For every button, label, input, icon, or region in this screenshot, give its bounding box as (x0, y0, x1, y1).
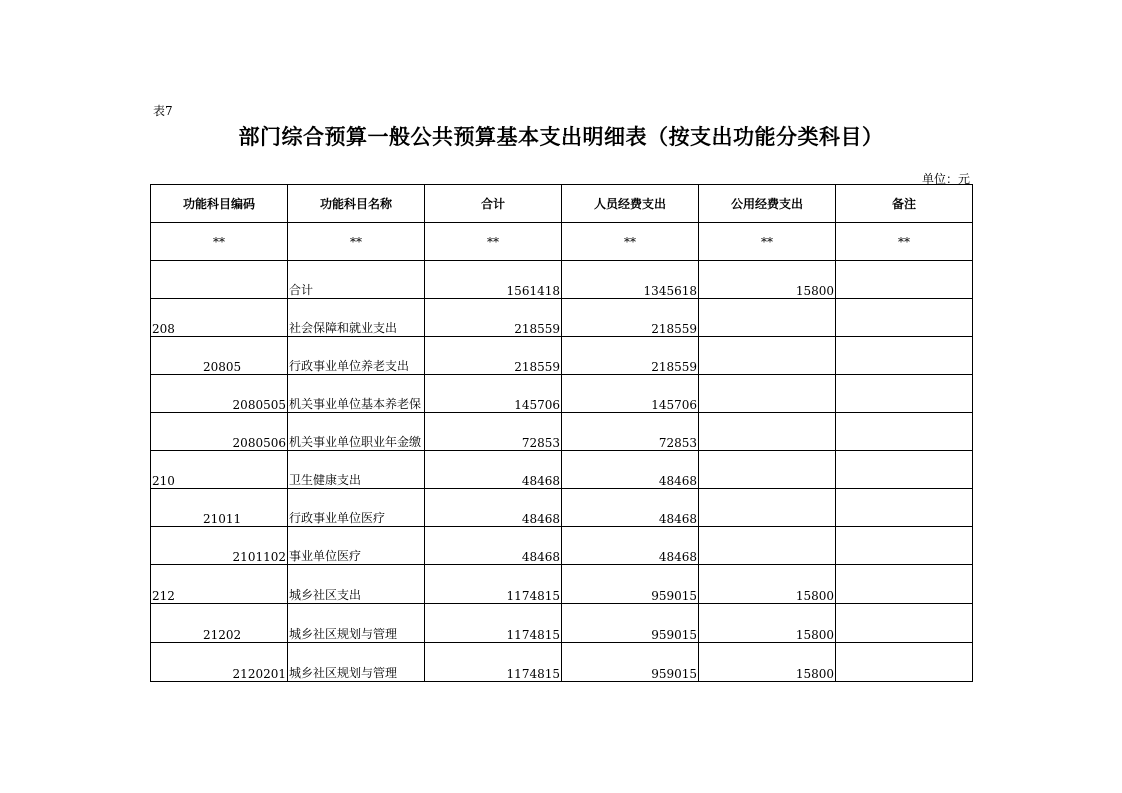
public-cell (699, 413, 836, 451)
name-cell: 城乡社区支出 (288, 565, 425, 604)
page-title: 部门综合预算一般公共预算基本支出明细表（按支出功能分类科目） (238, 125, 884, 149)
note-cell (836, 375, 973, 413)
name-cell: 行政事业单位养老支出 (288, 337, 425, 375)
personnel-cell: 48468 (562, 489, 699, 527)
personnel-cell: 959015 (562, 643, 699, 682)
table-row (151, 451, 973, 489)
code-cell: 21011 (151, 489, 288, 527)
personnel-cell: 72853 (562, 413, 699, 451)
header-row (151, 185, 973, 223)
note-cell (836, 604, 973, 643)
unit-label: 单位：元 (921, 172, 970, 186)
total-cell: 218559 (425, 337, 562, 375)
note-cell (836, 299, 973, 337)
note-cell (836, 337, 973, 375)
code-cell: 2101102 (151, 527, 288, 565)
note-cell (836, 413, 973, 451)
code-cell: 21202 (151, 604, 288, 643)
name-cell: 卫生健康支出 (288, 451, 425, 489)
total-cell: 1174815 (425, 604, 562, 643)
note-cell (836, 643, 973, 682)
header-personnel: 人员经费支出 (562, 185, 699, 223)
table-row (151, 489, 973, 527)
code-cell: 208 (151, 299, 288, 337)
table-row (151, 527, 973, 565)
public-cell (699, 299, 836, 337)
star-cell: ** (151, 223, 288, 261)
header-note: 备注 (836, 185, 973, 223)
code-cell (151, 261, 288, 299)
personnel-cell: 218559 (562, 299, 699, 337)
star-cell: ** (425, 223, 562, 261)
total-cell: 218559 (425, 299, 562, 337)
public-cell: 15800 (699, 643, 836, 682)
name-cell: 行政事业单位医疗 (288, 489, 425, 527)
star-cell: ** (836, 223, 973, 261)
name-cell: 机关事业单位职业年金缴 (288, 413, 425, 451)
budget-table (150, 184, 973, 682)
total-cell: 72853 (425, 413, 562, 451)
public-cell (699, 527, 836, 565)
total-cell: 1561418 (425, 261, 562, 299)
name-cell: 机关事业单位基本养老保 (288, 375, 425, 413)
total-cell: 145706 (425, 375, 562, 413)
header-public: 公用经费支出 (699, 185, 836, 223)
public-cell: 15800 (699, 604, 836, 643)
table-row (151, 299, 973, 337)
code-cell: 212 (151, 565, 288, 604)
public-cell (699, 451, 836, 489)
name-cell: 城乡社区规划与管理 (288, 643, 425, 682)
personnel-cell: 218559 (562, 337, 699, 375)
public-cell: 15800 (699, 261, 836, 299)
personnel-cell: 145706 (562, 375, 699, 413)
total-cell: 48468 (425, 489, 562, 527)
name-cell: 合计 (288, 261, 425, 299)
name-cell: 城乡社区规划与管理 (288, 604, 425, 643)
note-cell (836, 261, 973, 299)
table-row (151, 337, 973, 375)
public-cell (699, 489, 836, 527)
personnel-cell: 48468 (562, 451, 699, 489)
code-cell: 2120201 (151, 643, 288, 682)
note-cell (836, 527, 973, 565)
star-cell: ** (562, 223, 699, 261)
note-cell (836, 489, 973, 527)
star-cell: ** (288, 223, 425, 261)
note-cell (836, 451, 973, 489)
public-cell: 15800 (699, 565, 836, 604)
table-row (151, 565, 973, 604)
header-code: 功能科目编码 (151, 185, 288, 223)
personnel-cell: 959015 (562, 565, 699, 604)
code-cell: 210 (151, 451, 288, 489)
total-cell: 48468 (425, 527, 562, 565)
personnel-cell: 48468 (562, 527, 699, 565)
name-cell: 社会保障和就业支出 (288, 299, 425, 337)
code-cell: 2080505 (151, 375, 288, 413)
public-cell (699, 375, 836, 413)
personnel-cell: 959015 (562, 604, 699, 643)
header-name: 功能科目名称 (288, 185, 425, 223)
public-cell (699, 337, 836, 375)
header-total: 合计 (425, 185, 562, 223)
table-row (151, 643, 973, 682)
table-number: 表7 (153, 104, 173, 118)
code-cell: 20805 (151, 337, 288, 375)
table-row (151, 261, 973, 299)
table-row (151, 413, 973, 451)
total-cell: 1174815 (425, 643, 562, 682)
table-row (151, 375, 973, 413)
code-cell: 2080506 (151, 413, 288, 451)
total-cell: 48468 (425, 451, 562, 489)
name-cell: 事业单位医疗 (288, 527, 425, 565)
star-row (151, 223, 973, 261)
note-cell (836, 565, 973, 604)
star-cell: ** (699, 223, 836, 261)
total-cell: 1174815 (425, 565, 562, 604)
personnel-cell: 1345618 (562, 261, 699, 299)
table-row (151, 604, 973, 643)
